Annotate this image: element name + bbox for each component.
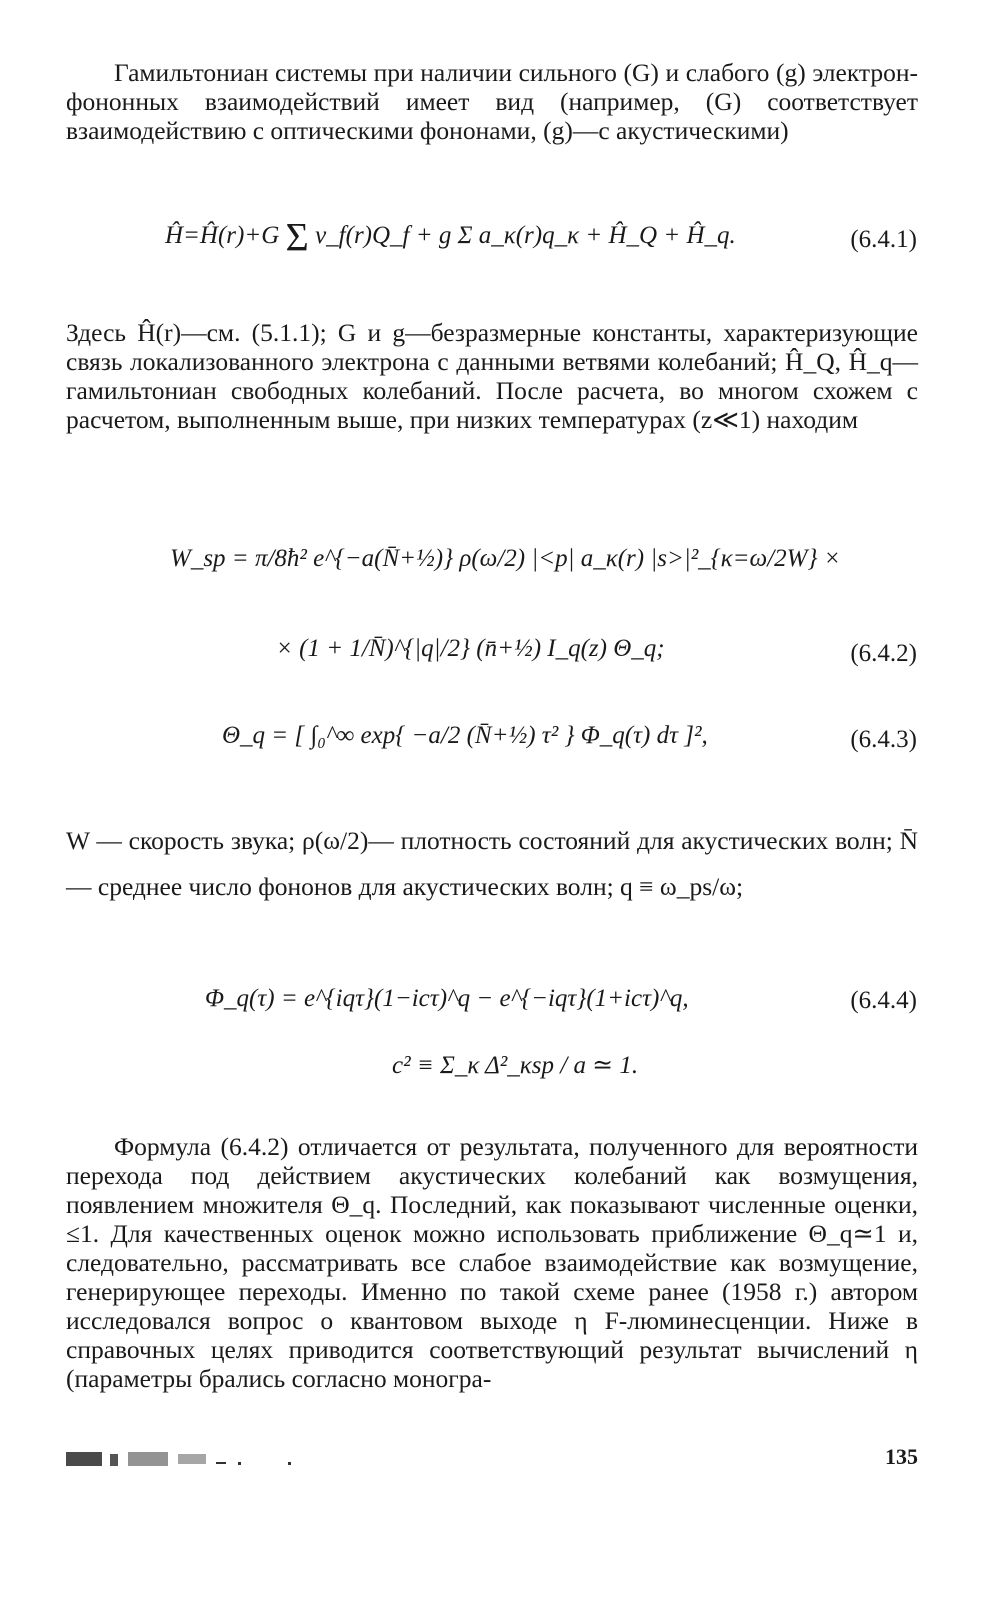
equation-number-6-4-2: (6.4.2)	[850, 640, 917, 667]
equation-c-squared: c² ≡ Σ_κ Δ²_κsp / a ≃ 1.	[392, 1052, 639, 1079]
paragraph-sound-speed: W — скорость звука; ρ(ω/2)— плотность состояний для акустических волн; N̄ — среднее число фононов для акустических волн; q ≡ ω_ps/ω;	[66, 826, 918, 901]
page-footer	[66, 1444, 918, 1474]
equation-6-4-1: Ĥ=Ĥ(r)+G Σ v_f(r)Q_f + g Σ a_κ(r)q_κ + Ĥ_Q + Ĥ_q.	[165, 214, 736, 260]
paragraph-formula-discussion: Формула (6.4.2) отличается от результата, полученного для вероятности перехода под действием акустических колебаний как возмущения, появлением множителя Θ_q. Последний, как показывают численные оценки, ≤1. Для качественных оценок можно использовать приближение Θ_q≃1 и, следовательно, рассматривать все слабое взаимодействие как возмущение, генерирующее переходы. Именно по такой схеме ранее (1958 г.) автором исследовался вопрос о квантовом выходе η F-люминесценции. Ниже в справочных целях приводится соответствующий результат вычислений η (параметры брались согласно моногра-	[66, 1132, 918, 1393]
equation-6-4-2-line-2: × (1 + 1/N̄)^{|q|/2} (n̄+½) I_q(z) Θ_q;	[276, 635, 665, 662]
equation-number-6-4-1: (6.4.1)	[850, 226, 917, 253]
equation-6-4-4: Φ_q(τ) = e^{iqτ}(1−icτ)^q − e^{−iqτ}(1+icτ)^q,	[205, 985, 689, 1012]
equation-number-6-4-3: (6.4.3)	[850, 726, 917, 753]
paragraph-hamiltonian-intro: Гамильтониан системы при наличии сильного (G) и слабого (g) электрон-фононных взаимодействий имеет вид (например, (G) соответствует взаимодействию с оптическими фононами, (g)—с акустическими)	[66, 58, 918, 145]
print-smudge-icon	[66, 1448, 306, 1472]
equation-number-6-4-4: (6.4.4)	[850, 987, 917, 1014]
equation-6-4-2-line-1: W_sp = π/8ħ² e^{−a(N̄+½)} ρ(ω/2) |<p| a_κ(r) |s>|²_{κ=ω/2W} ×	[170, 545, 841, 572]
page-number: 135	[885, 1444, 918, 1469]
equation-6-4-3: Θ_q = [ ∫₀^∞ exp{ −a/2 (N̄+½) τ² } Φ_q(τ) dτ ]²,	[222, 722, 708, 749]
paragraph-definitions: Здесь Ĥ(r)—см. (5.1.1); G и g—безразмерные константы, характеризующие связь локализованного электрона с данными ветвями колебаний; Ĥ_Q, Ĥ_q—гамильтониан свободных колебаний. После расчета, во многом схожем с расчетом, выполненным выше, при низких температурах (z≪1) находим	[66, 318, 918, 434]
